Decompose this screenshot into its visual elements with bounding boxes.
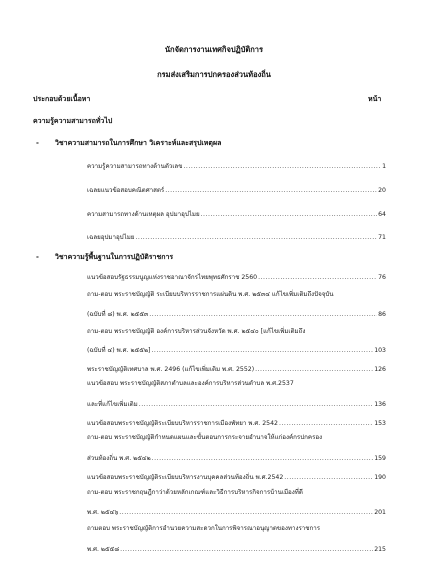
toc-entry-label: พระราชบัญญัติเทศบาล พ.ศ. 2496 (แก้ไขเพิ่มเติม พ.ศ. 2552)	[87, 366, 255, 373]
leader-dots	[255, 366, 373, 373]
section-bullet: -	[36, 139, 39, 147]
toc-entry	[87, 364, 386, 374]
toc-entry-page: 64	[378, 211, 386, 218]
toc-entry-label: แนวข้อสอบรัฐธรรมนูญแห่งราชอาณาจักรไทยพุทธศักราช 2560	[87, 274, 258, 281]
leader-dots	[284, 474, 373, 481]
toc-entry-label-cont: ส่วนท้องถิ่น พ.ศ. ๒๕๔๒	[87, 455, 151, 462]
toc-entry-page: 86	[378, 311, 386, 318]
toc-entry-page: 20	[378, 187, 386, 194]
toc-entry-page: 159	[374, 455, 386, 462]
toc-entry	[87, 209, 386, 219]
toc-entry-label-cont: พ.ศ. ๒๕๕๘	[87, 546, 120, 553]
toc-entry-label-cont: และที่แก้ไขเพิ่มเติม	[87, 401, 138, 408]
toc-entry-label-cont: (ฉบับที่ ๘) พ.ศ. ๒๕๕๓	[87, 311, 149, 318]
toc-entry-label: ความสามารถทางด้านเหตุผล อุปมาอุปไมย	[87, 211, 200, 218]
toc-entry-label: ความรู้ความสามารถทางด้านตัวเลข	[87, 163, 183, 170]
toc-entry-page: 71	[378, 234, 386, 241]
leader-dots	[258, 274, 377, 281]
section-heading: วิชาความสามารถในการศึกษา วิเคราะห์และสรุปเหตุผล	[55, 139, 222, 147]
leader-dots	[149, 311, 377, 318]
leader-dots	[119, 509, 373, 516]
toc-entry-label-cont: พ.ศ. ๒๕๔๖	[87, 509, 119, 516]
general-knowledge-heading: ความรู้ความสามารถทั่วไป	[33, 117, 113, 125]
section-bullet: -	[36, 253, 39, 261]
toc-entry-label: เฉลยแนวข้อสอบคณิตศาสตร์	[87, 187, 165, 194]
toc-entry-page: 201	[374, 509, 386, 516]
contents-label: ประกอบด้วยเนื้อหา	[33, 95, 91, 103]
page-column-label: หน้า	[368, 95, 382, 103]
leader-dots	[135, 234, 377, 241]
toc-entry-page: 1	[382, 163, 386, 170]
toc-entry	[87, 161, 386, 171]
leader-dots	[201, 211, 378, 218]
toc-entry-label: ถาม-ตอบ พระราชบัญญัติ ระเบียบบริหารราชการแผ่นดิน พ.ศ. ๒๕๓๔ แก้ไขเพิ่มเติมถึงปัจจุบัน	[87, 291, 334, 298]
toc-entry-page: 136	[374, 401, 386, 408]
toc-entry	[87, 185, 386, 195]
leader-dots	[139, 401, 373, 408]
toc-entry	[87, 418, 386, 428]
toc-entry	[87, 232, 386, 242]
toc-entry-label: ถาม-ตอบ พระราชบัญญัติ องค์การบริหารส่วนจังหวัด พ.ศ. ๒๕๔๐ [แก้ไขเพิ่มเติมถึง	[87, 328, 306, 335]
toc-entry	[87, 507, 386, 517]
toc-entry-page: 103	[374, 347, 386, 354]
toc-entry-page: 126	[374, 366, 386, 373]
toc-entry-page: 190	[374, 474, 386, 481]
toc-entry	[87, 345, 386, 355]
toc-entry-page: 76	[378, 274, 386, 281]
document-title: นักจัดการงานเทศกิจปฏิบัติการ	[164, 45, 264, 54]
toc-entry	[87, 453, 386, 463]
leader-dots	[165, 187, 377, 194]
toc-entry-label: ถาม-ตอบ พระราชบัญญัติกำหนดแผนและขั้นตอนการกระจายอำนาจให้แก่องค์กรปกครอง	[87, 434, 323, 441]
toc-entry-label: แนวข้อสอบพระราชบัญญัติระเบียบบริหารราชการเมืองพัทยา พ.ศ. 2542	[87, 420, 278, 427]
toc-entry-label: แนวข้อสอบพระราชบัญญัติระเบียบบริหารงานบุคคลส่วนท้องถิ่น พ.ศ.2542	[87, 474, 284, 481]
leader-dots	[152, 455, 374, 462]
leader-dots	[120, 546, 373, 553]
leader-dots	[183, 163, 381, 170]
toc-entry	[87, 472, 386, 482]
toc-entry-label: ถามตอบ พระราชบัญญัติการอำนวยความสะดวกในการพิจารณาอนุญาตของทางราชการ	[87, 525, 321, 532]
toc-entry-label-cont: (ฉบับที่ ๔) พ.ศ. ๒๕๕๒]	[87, 347, 151, 354]
section-heading: วิชาความรู้พื้นฐานในการปฏิบัติราชการ	[55, 253, 174, 261]
leader-dots	[279, 420, 373, 427]
toc-entry-page: 153	[374, 420, 386, 427]
toc-entry	[87, 272, 386, 282]
toc-entry	[87, 544, 386, 554]
toc-entry-label: เฉลยอุปมาอุปไมย	[87, 234, 135, 241]
toc-entry-page: 215	[374, 546, 386, 553]
toc-entry-label: แนวข้อสอบ พระราชบัญญัติสภาตำบลและองค์การบริหารส่วนตำบล พ.ศ.2537	[87, 380, 294, 387]
toc-entry	[87, 309, 386, 319]
document-subtitle: กรมส่งเสริมการปกครองส่วนท้องถิ่น	[157, 70, 271, 79]
leader-dots	[151, 347, 373, 354]
toc-entry	[87, 399, 386, 409]
toc-entry-label: ถาม-ตอบ พระราชกฤษฎีกาว่าด้วยหลักเกณฑ์และวิธีการบริหารกิจการบ้านเมืองที่ดี	[87, 489, 303, 496]
